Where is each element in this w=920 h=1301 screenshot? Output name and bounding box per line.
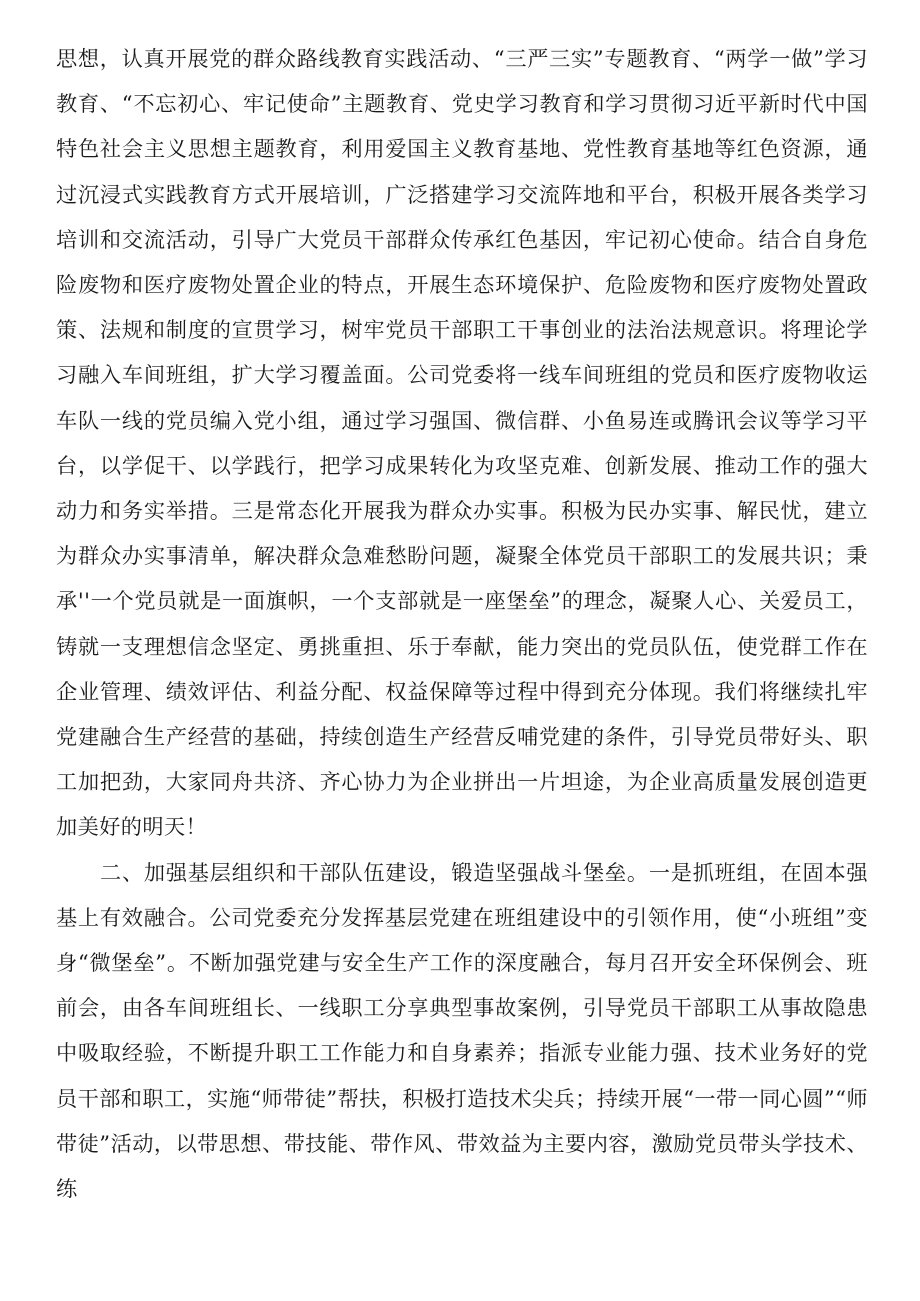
body-paragraph-2: 二、加强基层组织和干部队伍建设，锻造坚强战斗堡垒。一是抓班组，在固本强基上有效融合。公司党委充分发挥基层党建在班组建设中的引领作用，使“小班组”变身“微堡垒”。不断加强党建与安全生产工作的深度融合，每月召开安全环保例会、班前会，由各车间班组长、一线职工分享典型事故案例，引导党员干部职工从事故隐患中吸取经验，不断提升职工工作能力和自身素养；指派专业能力强、技术业务好的党员干部和职工，实施“师带徒”帮扶，积极打造技术尖兵；持续开展“一带一同心圆”“师带徒”活动，以带思想、带技能、带作风、带效益为主要内容，激励党员带头学技术、练: [56, 859, 868, 1202]
document-page: [56, 36, 868, 1211]
body-paragraph-1: 思想，认真开展党的群众路线教育实践活动、“三严三实”专题教育、“两学一做”学习教育、“不忘初心、牢记使命”主题教育、党史学习教育和学习贯彻习近平新时代中国特色社会主义思想主题教育，利用爱国主义教育基地、党性教育基地等红色资源，通过沉浸式实践教育方式开展培训，广泛搭建学习交流阵地和平台，积极开展各类学习培训和交流活动，引导广大党员干部群众传承红色基因，牢记初心使命。结合自身危险废物和医疗废物处置企业的特点，开展生态环境保护、危险废物和医疗废物处置政策、法规和制度的宣贯学习，树牢党员干部职工干事创业的法治法规意识。将理论学习融入车间班组，扩大学习覆盖面。公司党委将一线车间班组的党员和医疗废物收运车队一线的党员编入党小组，通过学习强国、微信群、小鱼易连或腾讯会议等学习平台，以学促干、以学践行，把学习成果转化为攻坚克难、创新发展、推动工作的强大动力和务实举措。三是常态化开展我为群众办实事。积极为民办实事、解民忧，建立为群众办实事清单，解决群众急难愁盼问题，凝聚全体党员干部职工的发展共识；秉承''一个党员就是一面旗帜，一个支部就是一座堡垒”的理念，凝聚人心、关爱员工，铸就一支理想信念坚定、勇挑重担、乐于奉献，能力突出的党员队伍，使党群工作在企业管理、绩效评估、利益分配、权益保障等过程中得到充分体现。我们将继续扎牢党建融合生产经营的基础，持续创造生产经营反哺党建的条件，引导党员带好头、职工加把劲，大家同舟共济、齐心协力为企业拼出一片坦途，为企业高质量发展创造更加美好的明天！: [56, 46, 868, 840]
